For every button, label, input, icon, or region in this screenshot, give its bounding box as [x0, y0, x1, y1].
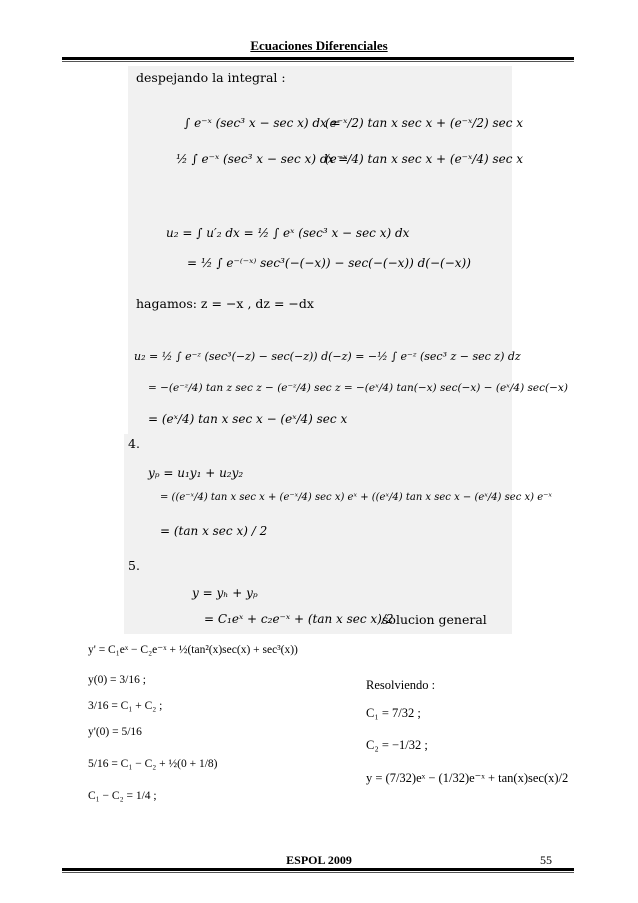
eq-c1-minus-c2: C₁ − C₂ = 1/4 ;	[88, 790, 157, 802]
solucion-general-label: solucion general	[382, 612, 487, 627]
u2-sub-line3: = (eˣ/4) tan x sec x − (eˣ/4) sec x	[148, 412, 348, 426]
header-rule	[62, 57, 574, 60]
eq1-rhs: (e⁻ˣ/2) tan x sec x + (e⁻ˣ/2) sec x	[325, 116, 524, 130]
eq1-lhs: ∫ e⁻ˣ (sec³ x − sec x) dx =	[184, 116, 341, 130]
eq-c1-plus-c2: 3/16 = C₁ + C₂ ;	[88, 700, 163, 712]
eq2-lhs: ½ ∫ e⁻ˣ (sec³ x − sec x) dx =	[176, 152, 349, 166]
yp-line2: = ((e⁻ˣ/4) tan x sec x + (e⁻ˣ/4) sec x) eˣ + ((eˣ/4) tan x sec x − (eˣ/4) sec x) e⁻ˣ	[160, 492, 552, 503]
y-general-line2: = C₁eˣ + c₂e⁻ˣ + (tan x sec x)/2	[204, 612, 394, 626]
y-prime-eq: y' = C₁eˣ − C₂e⁻ˣ + ½(tan²(x)sec(x) + sec³(x))	[88, 644, 298, 656]
substitution-note: hagamos: z = −x , dz = −dx	[136, 296, 314, 311]
u2-sub-line1: u₂ = ½ ∫ e⁻ᶻ (sec³(−z) − sec(−z)) d(−z) = −½ ∫ e⁻ᶻ (sec³ z − sec z) dz	[134, 350, 521, 363]
eq-c1-minus-c2-expanded: 5/16 = C₁ − C₂ + ½(0 + 1/8)	[88, 758, 218, 770]
footer-rule	[62, 868, 574, 871]
page-number: 55	[540, 853, 552, 867]
header-rule-thin	[62, 61, 574, 62]
u2-sub-line2: = −(e⁻ᶻ/4) tan z sec z − (e⁻ᶻ/4) sec z = −(eˣ/4) tan(−x) sec(−x) − (eˣ/4) sec(−x)	[148, 382, 568, 394]
c1-solution: C₁ = 7/32 ;	[366, 706, 421, 720]
step-5-label: 5.	[128, 558, 140, 573]
yp-line1: yₚ = u₁y₁ + u₂y₂	[148, 466, 244, 480]
u2-def-line1: u₂ = ∫ u′₂ dx = ½ ∫ eˣ (sec³ x − sec x) dx	[166, 226, 410, 240]
u2-def-line2: = ½ ∫ e⁻⁽⁻ˣ⁾ sec³(−(−x)) − sec(−(−x)) d(−(−x))	[187, 256, 471, 270]
particular-solution: y = (7/32)eˣ − (1/32)e⁻ˣ + tan(x)sec(x)/2	[366, 771, 569, 785]
footer-title: ESPOL 2009	[286, 853, 352, 867]
eq2-rhs: (e⁻ˣ/4) tan x sec x + (e⁻ˣ/4) sec x	[325, 152, 524, 166]
footer-rule-thin	[62, 872, 574, 873]
resolviendo-label: Resolviendo :	[366, 678, 436, 692]
step-4-label: 4.	[128, 436, 140, 451]
y0-eq: y(0) = 3/16 ;	[88, 674, 146, 686]
running-header: Ecuaciones Diferenciales	[250, 38, 388, 53]
yp-line3: = (tan x sec x) / 2	[160, 524, 268, 538]
yprime0-eq: y'(0) = 5/16	[88, 726, 142, 738]
y-general-line1: y = yₕ + yₚ	[192, 586, 258, 600]
heading-despejando: despejando la integral :	[136, 70, 286, 85]
c2-solution: C₂ = −1/32 ;	[366, 738, 428, 752]
